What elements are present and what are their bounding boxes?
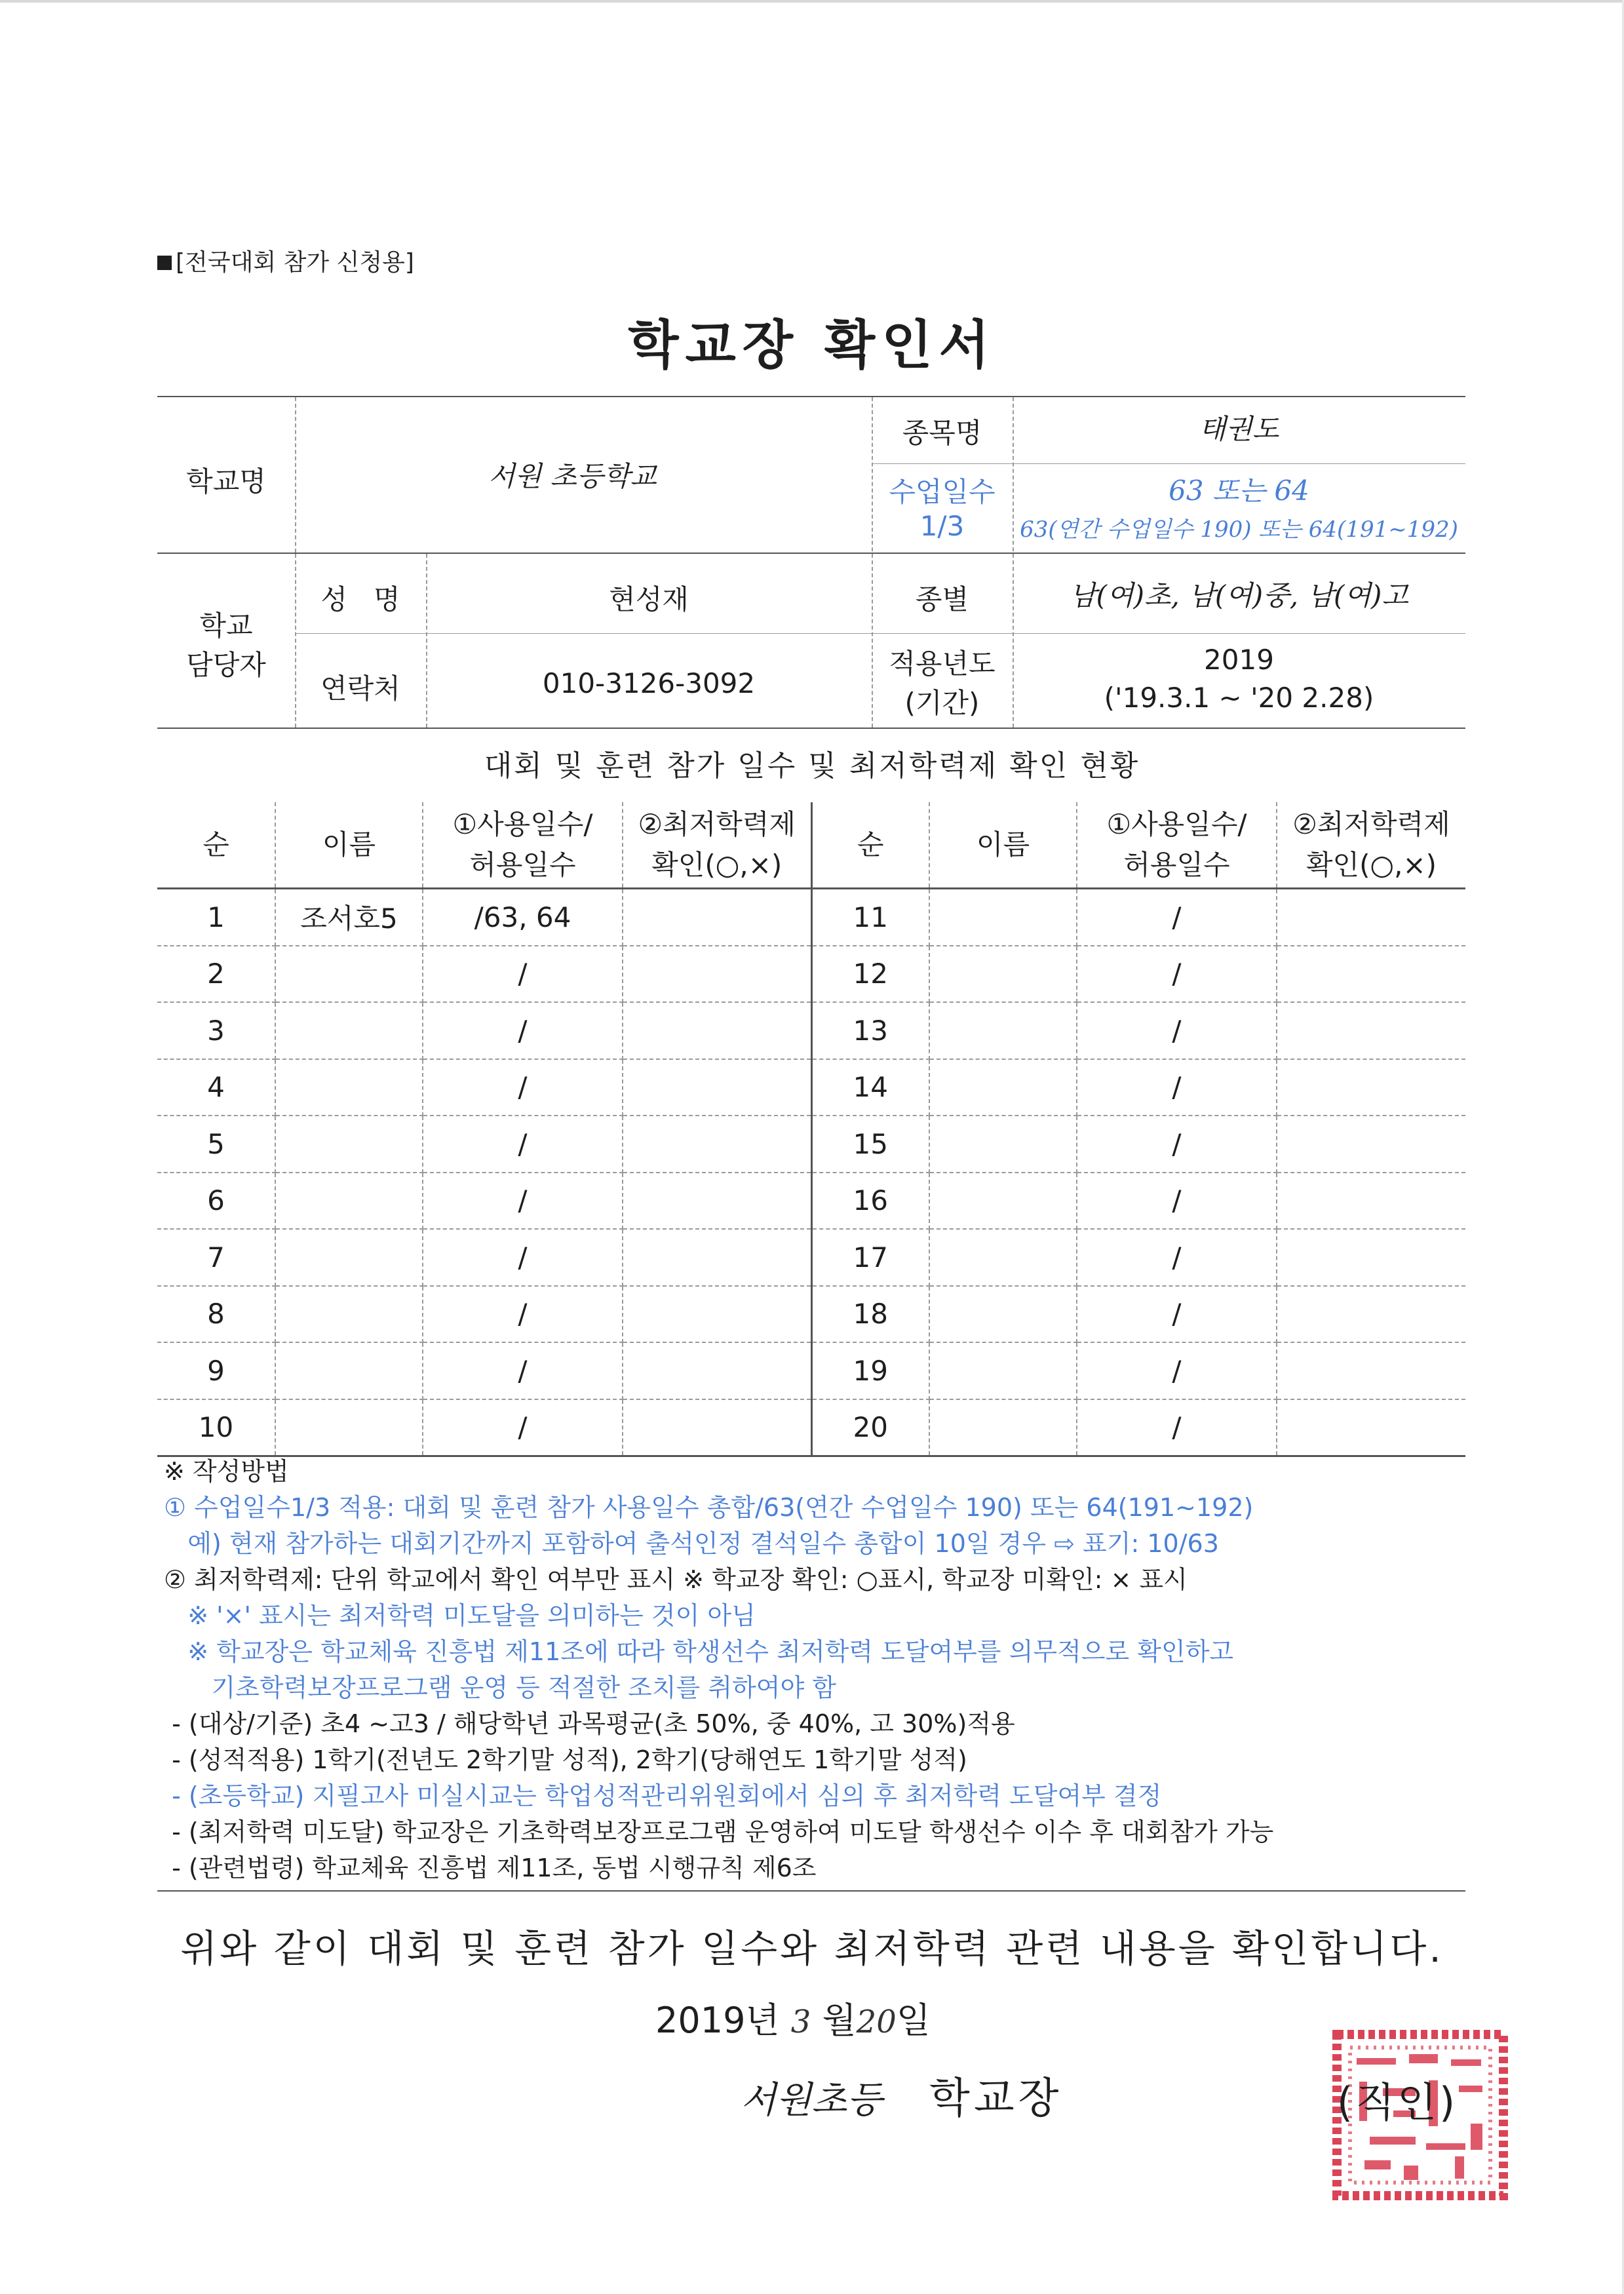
category-label: 종별 bbox=[915, 583, 969, 615]
cell-no: 5 bbox=[157, 1116, 275, 1173]
phone-label: 연락처 bbox=[320, 672, 400, 705]
note-line: ※ 학교장은 학교체육 진흥법 제11조에 따라 학생선수 최저학력 도달여부를 의무적으로 확인하고 bbox=[164, 1637, 1234, 1666]
table-row bbox=[157, 1399, 1465, 1456]
cell-no: 17 bbox=[811, 1229, 929, 1286]
cell-no: 15 bbox=[811, 1116, 929, 1173]
date-day: 20 bbox=[856, 2004, 897, 2040]
cell-name bbox=[929, 1173, 1077, 1230]
col-header-days-line1: ①사용일수/ bbox=[452, 808, 593, 840]
note-line: ※ '×' 표시는 최저학력 미도달을 의미하는 것이 아님 bbox=[164, 1601, 756, 1630]
cell-check bbox=[1277, 1342, 1465, 1399]
cell-days: / bbox=[1077, 946, 1277, 1003]
note-line: 예) 현재 참가하는 대회기간까지 포함하여 출석인정 결석일수 총합이 10일 경우 ⇨ 표기: 10/63 bbox=[164, 1529, 1219, 1558]
cell-days: / bbox=[423, 1059, 623, 1116]
date-day-unit: 일 bbox=[896, 2000, 931, 2041]
cell-days: / bbox=[1077, 1342, 1277, 1399]
cell-check bbox=[1277, 1286, 1465, 1343]
seal-label: (직인) bbox=[1337, 2078, 1458, 2126]
section-title: 대회 및 훈련 참가 일수 및 최저학력제 확인 현황 bbox=[484, 749, 1140, 783]
cell-no: 13 bbox=[811, 1002, 929, 1059]
cell-no: 10 bbox=[157, 1399, 275, 1456]
cell-days: / bbox=[1077, 1002, 1277, 1059]
table-row bbox=[157, 946, 1465, 1003]
cell-days: / bbox=[423, 1002, 623, 1059]
cell-name: 조서호5 bbox=[275, 889, 423, 946]
cell-no: 7 bbox=[157, 1229, 275, 1286]
cell-check bbox=[1277, 1173, 1465, 1230]
cell-name bbox=[275, 1286, 423, 1343]
cell-no: 1 bbox=[157, 889, 275, 946]
contact-group-label-1: 학교 bbox=[199, 610, 253, 642]
cell-days: / bbox=[1077, 1229, 1277, 1286]
cell-check bbox=[623, 946, 811, 1003]
col-header-no: 순 bbox=[157, 802, 275, 889]
table-row bbox=[157, 1059, 1465, 1116]
note-line: - (대상/기준) 초4 ~고3 / 해당학년 과목평균(초 50%, 중 40%, 고 30%)적용 bbox=[164, 1709, 1015, 1738]
cell-name bbox=[275, 946, 423, 1003]
cell-days: / bbox=[423, 1342, 623, 1399]
cell-name bbox=[929, 1286, 1077, 1343]
days-value-1: 63 또는 64 bbox=[1169, 475, 1309, 507]
cell-name bbox=[275, 1059, 423, 1116]
table-header-row bbox=[157, 802, 1465, 889]
principal-title: 학교장 bbox=[929, 2074, 1063, 2123]
cell-name bbox=[929, 1342, 1077, 1399]
table-row bbox=[157, 1116, 1465, 1173]
school-label: 학교명 bbox=[186, 465, 266, 497]
cell-no: 6 bbox=[157, 1173, 275, 1230]
notes-bottom-rule bbox=[157, 1890, 1465, 1892]
cell-days: / bbox=[1077, 1116, 1277, 1173]
cell-check bbox=[1277, 1059, 1465, 1116]
col-header-days bbox=[1077, 802, 1277, 889]
col-header-check-line2: 확인(○,×) bbox=[651, 849, 783, 881]
col-header-days-line2: 허용일수 bbox=[1123, 849, 1230, 881]
cell-days: / bbox=[1077, 889, 1277, 946]
cell-name bbox=[275, 1229, 423, 1286]
cell-check bbox=[623, 1116, 811, 1173]
sport-value: 태권도 bbox=[1199, 413, 1279, 445]
cell-no: 20 bbox=[811, 1399, 929, 1456]
cell-no: 3 bbox=[157, 1002, 275, 1059]
cell-check bbox=[623, 1002, 811, 1059]
year-label-1: 적용년도 bbox=[889, 648, 996, 680]
cell-name bbox=[929, 1229, 1077, 1286]
participation-table bbox=[157, 802, 1465, 1457]
cell-check bbox=[623, 1173, 811, 1230]
table-row bbox=[157, 1342, 1465, 1399]
col-header-days-line2: 허용일수 bbox=[469, 849, 576, 881]
table-row bbox=[157, 889, 1465, 946]
cell-check bbox=[623, 1286, 811, 1343]
info-bottom-rule bbox=[157, 728, 1465, 729]
cell-check bbox=[1277, 889, 1465, 946]
cell-name bbox=[929, 1002, 1077, 1059]
cell-name bbox=[929, 1116, 1077, 1173]
note-line: 기초학력보장프로그램 운영 등 적절한 조치를 취하여야 함 bbox=[164, 1673, 836, 1702]
cell-days: / bbox=[423, 1399, 623, 1456]
cell-check bbox=[623, 1399, 811, 1456]
note-line: - (초등학교) 지필고사 미실시교는 학업성적관리위원회에서 심의 후 최저학력 도달여부 결정 bbox=[164, 1781, 1162, 1810]
cell-days: / bbox=[1077, 1286, 1277, 1343]
page-title: 학교장 확인서 bbox=[628, 315, 996, 376]
cell-no: 18 bbox=[811, 1286, 929, 1343]
cell-name bbox=[275, 1002, 423, 1059]
cell-no: 11 bbox=[811, 889, 929, 946]
cell-no: 2 bbox=[157, 946, 275, 1003]
cell-days: / bbox=[1077, 1059, 1277, 1116]
sport-label: 종목명 bbox=[902, 417, 982, 449]
date-month-unit: 월 bbox=[822, 2000, 857, 2041]
note-line: ① 수업일수1/3 적용: 대회 및 훈련 참가 사용일수 총합/63(연간 수업일수 190) 또는 64(191~192) bbox=[164, 1493, 1254, 1522]
cell-days: / bbox=[423, 1229, 623, 1286]
date-year: 2019년 bbox=[655, 2000, 780, 2041]
category-value: 남(여)초, 남(여)중, 남(여)고 bbox=[1070, 579, 1408, 612]
name-value: 현성재 bbox=[609, 583, 689, 615]
info-mid-rule bbox=[157, 553, 1465, 554]
cell-check bbox=[1277, 1002, 1465, 1059]
square-bullet-icon bbox=[157, 256, 172, 270]
info-top-rule bbox=[157, 396, 1465, 397]
contact-group-label-2: 담당자 bbox=[186, 649, 266, 681]
cell-no: 4 bbox=[157, 1059, 275, 1116]
info-divider bbox=[872, 463, 1465, 464]
note-line: - (관련법령) 학교체육 진흥법 제11조, 동법 시행규칙 제6조 bbox=[164, 1854, 817, 1882]
cell-no: 19 bbox=[811, 1342, 929, 1399]
cell-name bbox=[929, 946, 1077, 1003]
cell-name bbox=[275, 1173, 423, 1230]
form-tag bbox=[157, 244, 414, 277]
col-header-check-line2: 확인(○,×) bbox=[1305, 849, 1437, 881]
days-label-1: 수업일수 bbox=[889, 476, 996, 508]
date-month: 3 bbox=[790, 2004, 811, 2040]
info-vdivider bbox=[295, 397, 296, 553]
year-value-1: 2019 bbox=[1204, 644, 1274, 676]
cell-check bbox=[1277, 1229, 1465, 1286]
cell-check bbox=[623, 1059, 811, 1116]
cell-no: 12 bbox=[811, 946, 929, 1003]
signature-date bbox=[655, 1993, 931, 2043]
cell-no: 14 bbox=[811, 1059, 929, 1116]
cell-name bbox=[275, 1399, 423, 1456]
cell-days: / bbox=[423, 946, 623, 1003]
school-value: 서원 초등학교 bbox=[488, 460, 657, 492]
table-row bbox=[157, 1229, 1465, 1286]
cell-name bbox=[929, 1399, 1077, 1456]
table-row bbox=[157, 1002, 1465, 1059]
note-line: ② 최저학력제: 단위 학교에서 확인 여부만 표시 ※ 학교장 확인: ○표시, 학교장 미확인: × 표시 bbox=[164, 1565, 1188, 1594]
cell-no: 16 bbox=[811, 1173, 929, 1230]
instructions bbox=[164, 1454, 1475, 1886]
col-header-name: 이름 bbox=[275, 802, 423, 889]
cell-check bbox=[623, 889, 811, 946]
col-header-check bbox=[623, 802, 811, 889]
cell-check bbox=[1277, 1399, 1465, 1456]
table-row bbox=[157, 1286, 1465, 1343]
note-line: ※ 작성방법 bbox=[164, 1457, 289, 1486]
table-row bbox=[157, 1173, 1465, 1230]
cell-days: / bbox=[1077, 1399, 1277, 1456]
col-header-check-line1: ②최저학력제 bbox=[1292, 808, 1450, 840]
note-line: - (최저학력 미도달) 학교장은 기초학력보장프로그램 운영하여 미도달 학생선수 이수 후 대회참가 가능 bbox=[164, 1818, 1274, 1846]
cell-check bbox=[1277, 946, 1465, 1003]
cell-no: 8 bbox=[157, 1286, 275, 1343]
year-value-2: ('19.3.1 ~ '20 2.28) bbox=[1104, 682, 1374, 714]
cell-no: 9 bbox=[157, 1342, 275, 1399]
phone-value: 010-3126-3092 bbox=[542, 667, 756, 699]
cell-name bbox=[275, 1342, 423, 1399]
cell-check bbox=[1277, 1116, 1465, 1173]
cell-name bbox=[929, 889, 1077, 946]
col-header-check-line1: ②최저학력제 bbox=[638, 808, 796, 840]
cell-days: / bbox=[1077, 1173, 1277, 1230]
cell-name bbox=[929, 1059, 1077, 1116]
days-value-2: 63(연간 수업일수 190) 또는 64(191~192) bbox=[1020, 516, 1458, 543]
cell-days: /63, 64 bbox=[423, 889, 623, 946]
form-tag-text: [전국대회 참가 신청용] bbox=[176, 249, 414, 276]
page-top-edge bbox=[0, 0, 1624, 3]
closing-statement: 위와 같이 대회 및 훈련 참가 일수와 최저학력 관련 내용을 확인합니다. bbox=[180, 1926, 1444, 1971]
col-header-days bbox=[423, 802, 623, 889]
cell-check bbox=[623, 1229, 811, 1286]
cell-name bbox=[275, 1116, 423, 1173]
note-line: - (성적적용) 1학기(전년도 2학기말 성적), 2학기(당해연도 1학기말 성적) bbox=[164, 1745, 967, 1774]
col-header-no: 순 bbox=[811, 802, 929, 889]
cell-days: / bbox=[423, 1286, 623, 1343]
cell-days: / bbox=[423, 1116, 623, 1173]
cell-days: / bbox=[423, 1173, 623, 1230]
col-header-days-line1: ①사용일수/ bbox=[1106, 808, 1247, 840]
name-label: 성 명 bbox=[320, 583, 400, 615]
year-label-2: (기간) bbox=[904, 687, 980, 719]
col-header-check bbox=[1277, 802, 1465, 889]
info-divider bbox=[295, 633, 1465, 634]
handwritten-school-signature: 서원초등 bbox=[741, 2079, 883, 2122]
col-header-name: 이름 bbox=[929, 802, 1077, 889]
cell-check bbox=[623, 1342, 811, 1399]
days-label-2: 1/3 bbox=[919, 510, 965, 542]
